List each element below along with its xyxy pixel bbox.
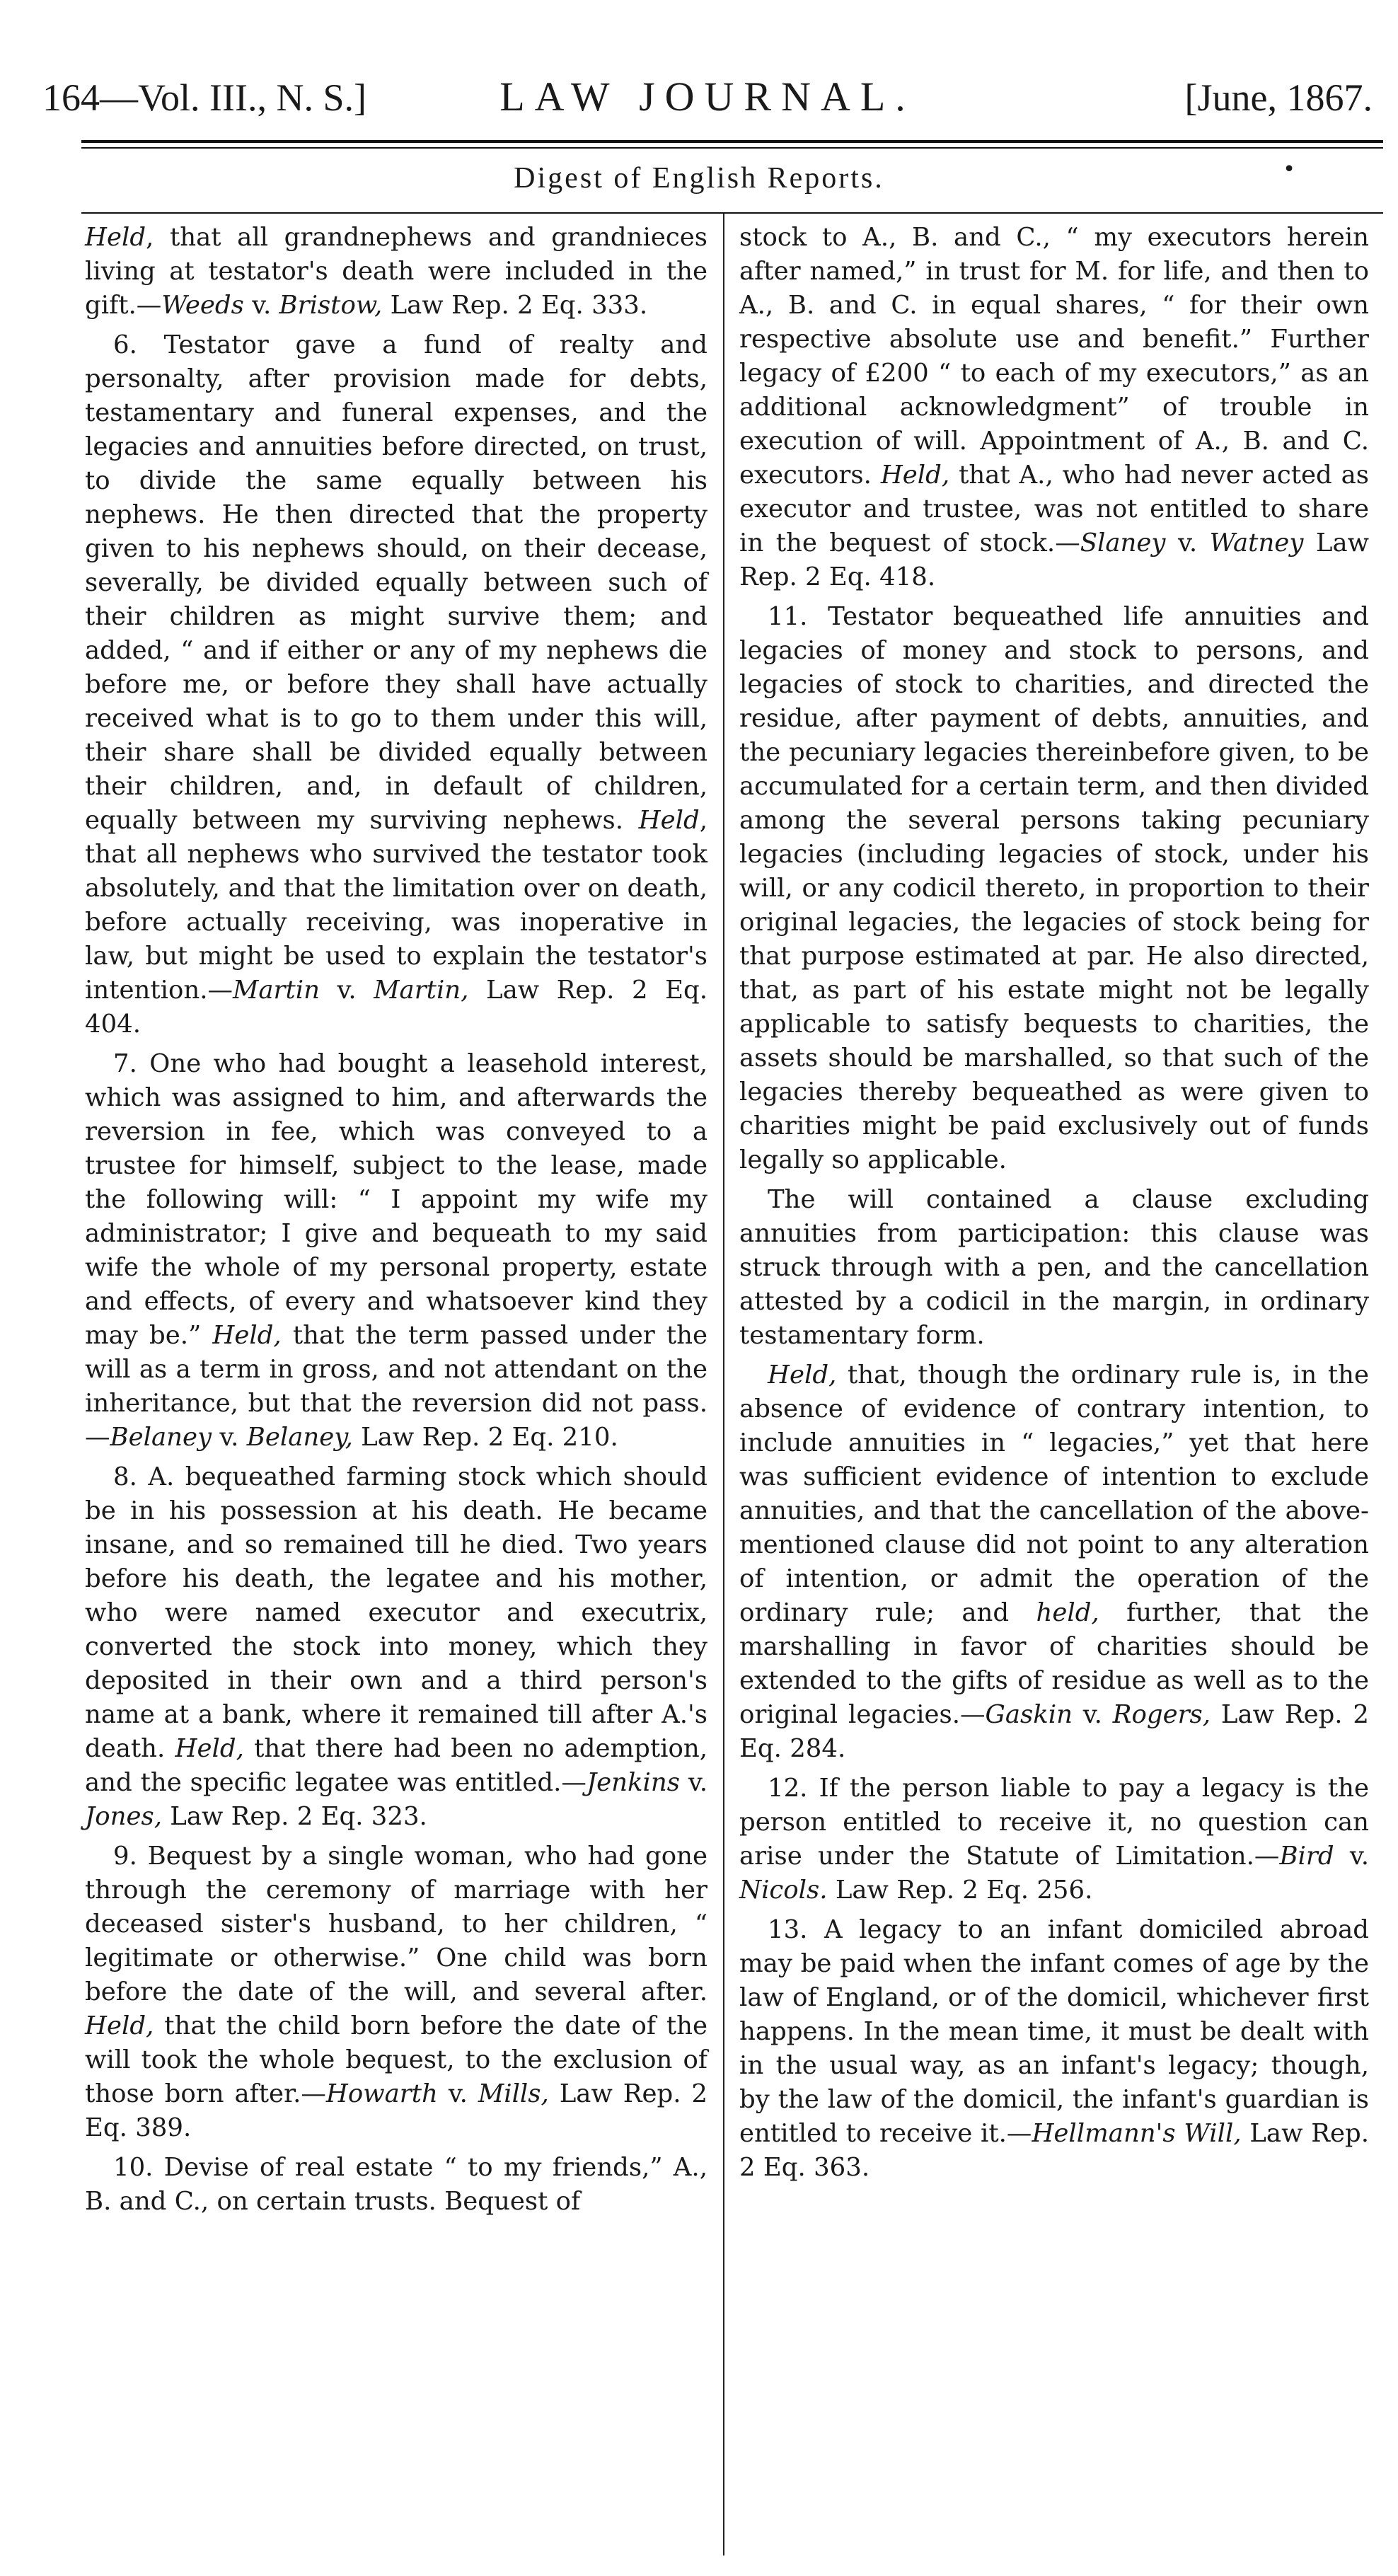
digest-entry-11 xyxy=(739,600,1369,1177)
text-run: 8. A. bequeathed farming stock which should be in his possession at his death. He became insane, and so remained till he died. Two years before his death, the legatee and his mother, who were named executor and executrix, converted the stock into money, which they deposited in their own and a third person's name at a bank, where it remained till after A.'s death. xyxy=(85,1462,707,1763)
text-run: Law Rep. 2 Eq. 284. xyxy=(739,1700,1369,1763)
italic-run: Held xyxy=(638,806,700,835)
italic-run: Bird xyxy=(1279,1842,1334,1871)
text-run: 7. One who had bought a leasehold interest, which was assigned to him, and afterwards the reversion in fee, which was conveyed to a trustee for himself, subject to the lease, made the following will: “ I appoint my wife my administrator; I give and bequeath to my said wife the whole of my personal property, estate and effects, of every and whatsoever kind they may be.” xyxy=(85,1049,707,1350)
text-run: that, though the ordinary rule is, in the absence of evidence of contrary intention, to include annuities in “ legacies,” yet that here was sufficient evidence of intention to exclude annuities, and that the cancellation of the above-mentioned clause did not point to any alteration of intention, or admit the operation of the ordinary rule; and xyxy=(739,1361,1369,1627)
italic-run: Jones, xyxy=(85,1802,162,1831)
italic-run: Weeds xyxy=(161,291,244,320)
digest-entry-8 xyxy=(85,1460,707,1834)
text-run: further, that the marshalling in favor of charities should be extended to the gifts of residue as well as to the original legacies.— xyxy=(739,1598,1369,1729)
italic-run: Held, xyxy=(212,1321,282,1350)
digest-entry-10-start xyxy=(85,2151,707,2219)
text-run: Law Rep. 2 Eq. 323. xyxy=(161,1802,427,1831)
italic-run: Mills, xyxy=(478,2079,549,2108)
text-run: The will contained a clause excluding annuities from participation: this clause was struck through with a pen, and the cancellation attested by a codicil in the margin, in ordinary testamentary form. xyxy=(739,1185,1369,1350)
text-run: Law Rep. 2 Eq. 363. xyxy=(739,2119,1369,2182)
italic-run: Slaney xyxy=(1080,529,1166,558)
margin-mark: • xyxy=(1283,157,1295,182)
text-run: v. xyxy=(319,976,374,1005)
text-run: Law Rep. 2 Eq. 210. xyxy=(352,1423,618,1452)
digest-entry-7 xyxy=(85,1047,707,1455)
text-run: v. xyxy=(212,1423,247,1452)
italic-run: Nicols. xyxy=(739,1876,828,1905)
digest-entry-11-clause xyxy=(739,1183,1369,1353)
italic-run: Martin, xyxy=(374,976,469,1005)
text-run: v. xyxy=(1072,1700,1113,1729)
text-run: that the child born before the date of the will took the whole bequest, to the exclusion of those born after.— xyxy=(85,2011,707,2108)
italic-run: Belaney xyxy=(110,1423,212,1452)
digest-entry-12 xyxy=(739,1772,1369,1907)
text-run: that A., who had never acted as executor and trustee, was not entitled to share in the bequest of stock.— xyxy=(739,461,1369,558)
text-run: 9. Bequest by a single woman, who had gone through the ceremony of marriage with her deceased sister's husband, to her children, “ legitimate or otherwise.” One child was born before the date of the will, and several after. xyxy=(85,1842,707,2006)
italic-run: Howarth xyxy=(325,2079,438,2108)
digest-entry-6 xyxy=(85,328,707,1041)
italic-run: Bristow, xyxy=(279,291,383,320)
header-rule-thin xyxy=(81,147,1383,149)
italic-run: Watney xyxy=(1209,529,1304,558)
text-run: Law Rep. 2 Eq. 333. xyxy=(382,291,648,320)
text-run: Law Rep. 2 Eq. 418. xyxy=(739,529,1369,591)
header-volume-page: 164—Vol. III., N. S.] xyxy=(42,76,366,119)
text-run: v. xyxy=(437,2079,478,2108)
text-run: Law Rep. 2 Eq. 404. xyxy=(85,976,707,1039)
italic-run: Held, xyxy=(175,1734,244,1763)
text-run: , that all nephews who survived the testator took absolutely, and that the limitation over on death, before actually receiving, was inoperative in law, but might be used to explain the testator's intention.— xyxy=(85,806,707,1005)
italic-run: Held xyxy=(85,223,146,252)
italic-run: Rogers, xyxy=(1112,1700,1211,1729)
italic-run: Gaskin xyxy=(985,1700,1073,1729)
text-run: 10. Devise of real estate “ to my friends,” A., B. and C., on certain trusts. Bequest of xyxy=(85,2153,707,2216)
text-run: v. xyxy=(243,291,279,320)
italic-run: held, xyxy=(1036,1598,1099,1627)
italic-run: Martin xyxy=(233,976,320,1005)
text-run: Law Rep. 2 Eq. 389. xyxy=(85,2079,707,2142)
left-column xyxy=(85,221,707,2224)
column-divider xyxy=(723,214,724,2555)
text-run: 13. A legacy to an infant domiciled abroad may be paid when the infant comes of age by the law of England, or of the domicil, whichever first happens. In the mean time, it must be dealt with in the usual way, as an infant's legacy; though, by the law of the domicil, the infant's guardian is entitled to receive it.— xyxy=(739,1915,1369,2148)
text-run: that the term passed under the will as a term in gross, and not attendant on the inheritance, but that the reversion did not pass. — xyxy=(85,1321,707,1452)
digest-entry-11-holding xyxy=(739,1358,1369,1766)
section-title: Digest of English Reports. xyxy=(514,162,884,195)
header-rule-thick xyxy=(81,140,1383,143)
text-run: Law Rep. 2 Eq. 256. xyxy=(827,1876,1093,1905)
text-run: 12. If the person liable to pay a legacy is the person entitled to receive it, no question can arise under the Statute of Limitation.— xyxy=(739,1774,1369,1871)
digest-entry-10-cont xyxy=(739,221,1369,594)
header-date: [June, 1867. xyxy=(1184,76,1373,119)
italic-run: Jenkins xyxy=(586,1768,680,1797)
italic-run: Held, xyxy=(880,461,950,490)
italic-run: Held, xyxy=(85,2011,154,2040)
text-run: 6. Testator gave a fund of realty and personalty, after provision made for debts, testamentary and funeral expenses, and the legacies and annuities before directed, on trust, to divide the same equally between his nephews. He then directed that the property given to his nephews should, on their decease, severally, be divided equally between such of their children as might survive them; and added, “ and if either or any of my nephews die before me, or before they shall have actually received what is to go to them under this will, their share shall be divided equally between their children, and, in default of children, equally between my surviving nephews. xyxy=(85,330,707,835)
italic-run: Hellmann's Will, xyxy=(1032,2119,1242,2148)
text-run: that there had been no ademption, and the specific legatee was entitled.— xyxy=(85,1734,707,1797)
right-column xyxy=(739,221,1369,2190)
text-run: v. xyxy=(1165,529,1210,558)
text-run: 11. Testator bequeathed life annuities and legacies of money and stock to persons, and legacies of stock to charities, and directed the residue, after payment of debts, annuities, and the pecuniary legacies thereinbefore given, to be accumulated for a certain term, and then divided among the several persons taking pecuniary legacies (including legacies of stock, under his will, or any codicil thereto, in proportion to their original legacies, the legacies of stock being for that purpose estimated at par. He also directed, that, as part of his estate might not be legally applicable to satisfy bequests to charities, the assets should be marshalled, so that such of the legacies thereby bequeathed as were given to charities might be paid exclusively out of funds legally so applicable. xyxy=(739,602,1369,1174)
journal-title: LAW JOURNAL. xyxy=(499,74,915,120)
section-rule xyxy=(81,212,1383,214)
text-run: stock to A., B. and C., “ my executors herein after named,” in trust for M. for life, and then to A., B. and C. in equal shares, “ for their own respective absolute use and benefit.” Further legacy of £200 “ to each of my executors,” as an additional acknowledgment” of trouble in execution of will. Appointment of A., B. and C. executors. xyxy=(739,223,1369,490)
running-header xyxy=(42,67,1373,138)
digest-entry-5-holding xyxy=(85,221,707,323)
italic-run: Held, xyxy=(768,1361,837,1390)
text-run: v. xyxy=(1334,1842,1369,1871)
digest-entry-9 xyxy=(85,1839,707,2145)
italic-run: Belaney, xyxy=(246,1423,353,1452)
text-run: v. xyxy=(680,1768,707,1797)
digest-entry-13 xyxy=(739,1913,1369,2185)
text-run: , that all grandnephews and grandnieces living at testator's death were included in the gift.— xyxy=(85,223,707,320)
